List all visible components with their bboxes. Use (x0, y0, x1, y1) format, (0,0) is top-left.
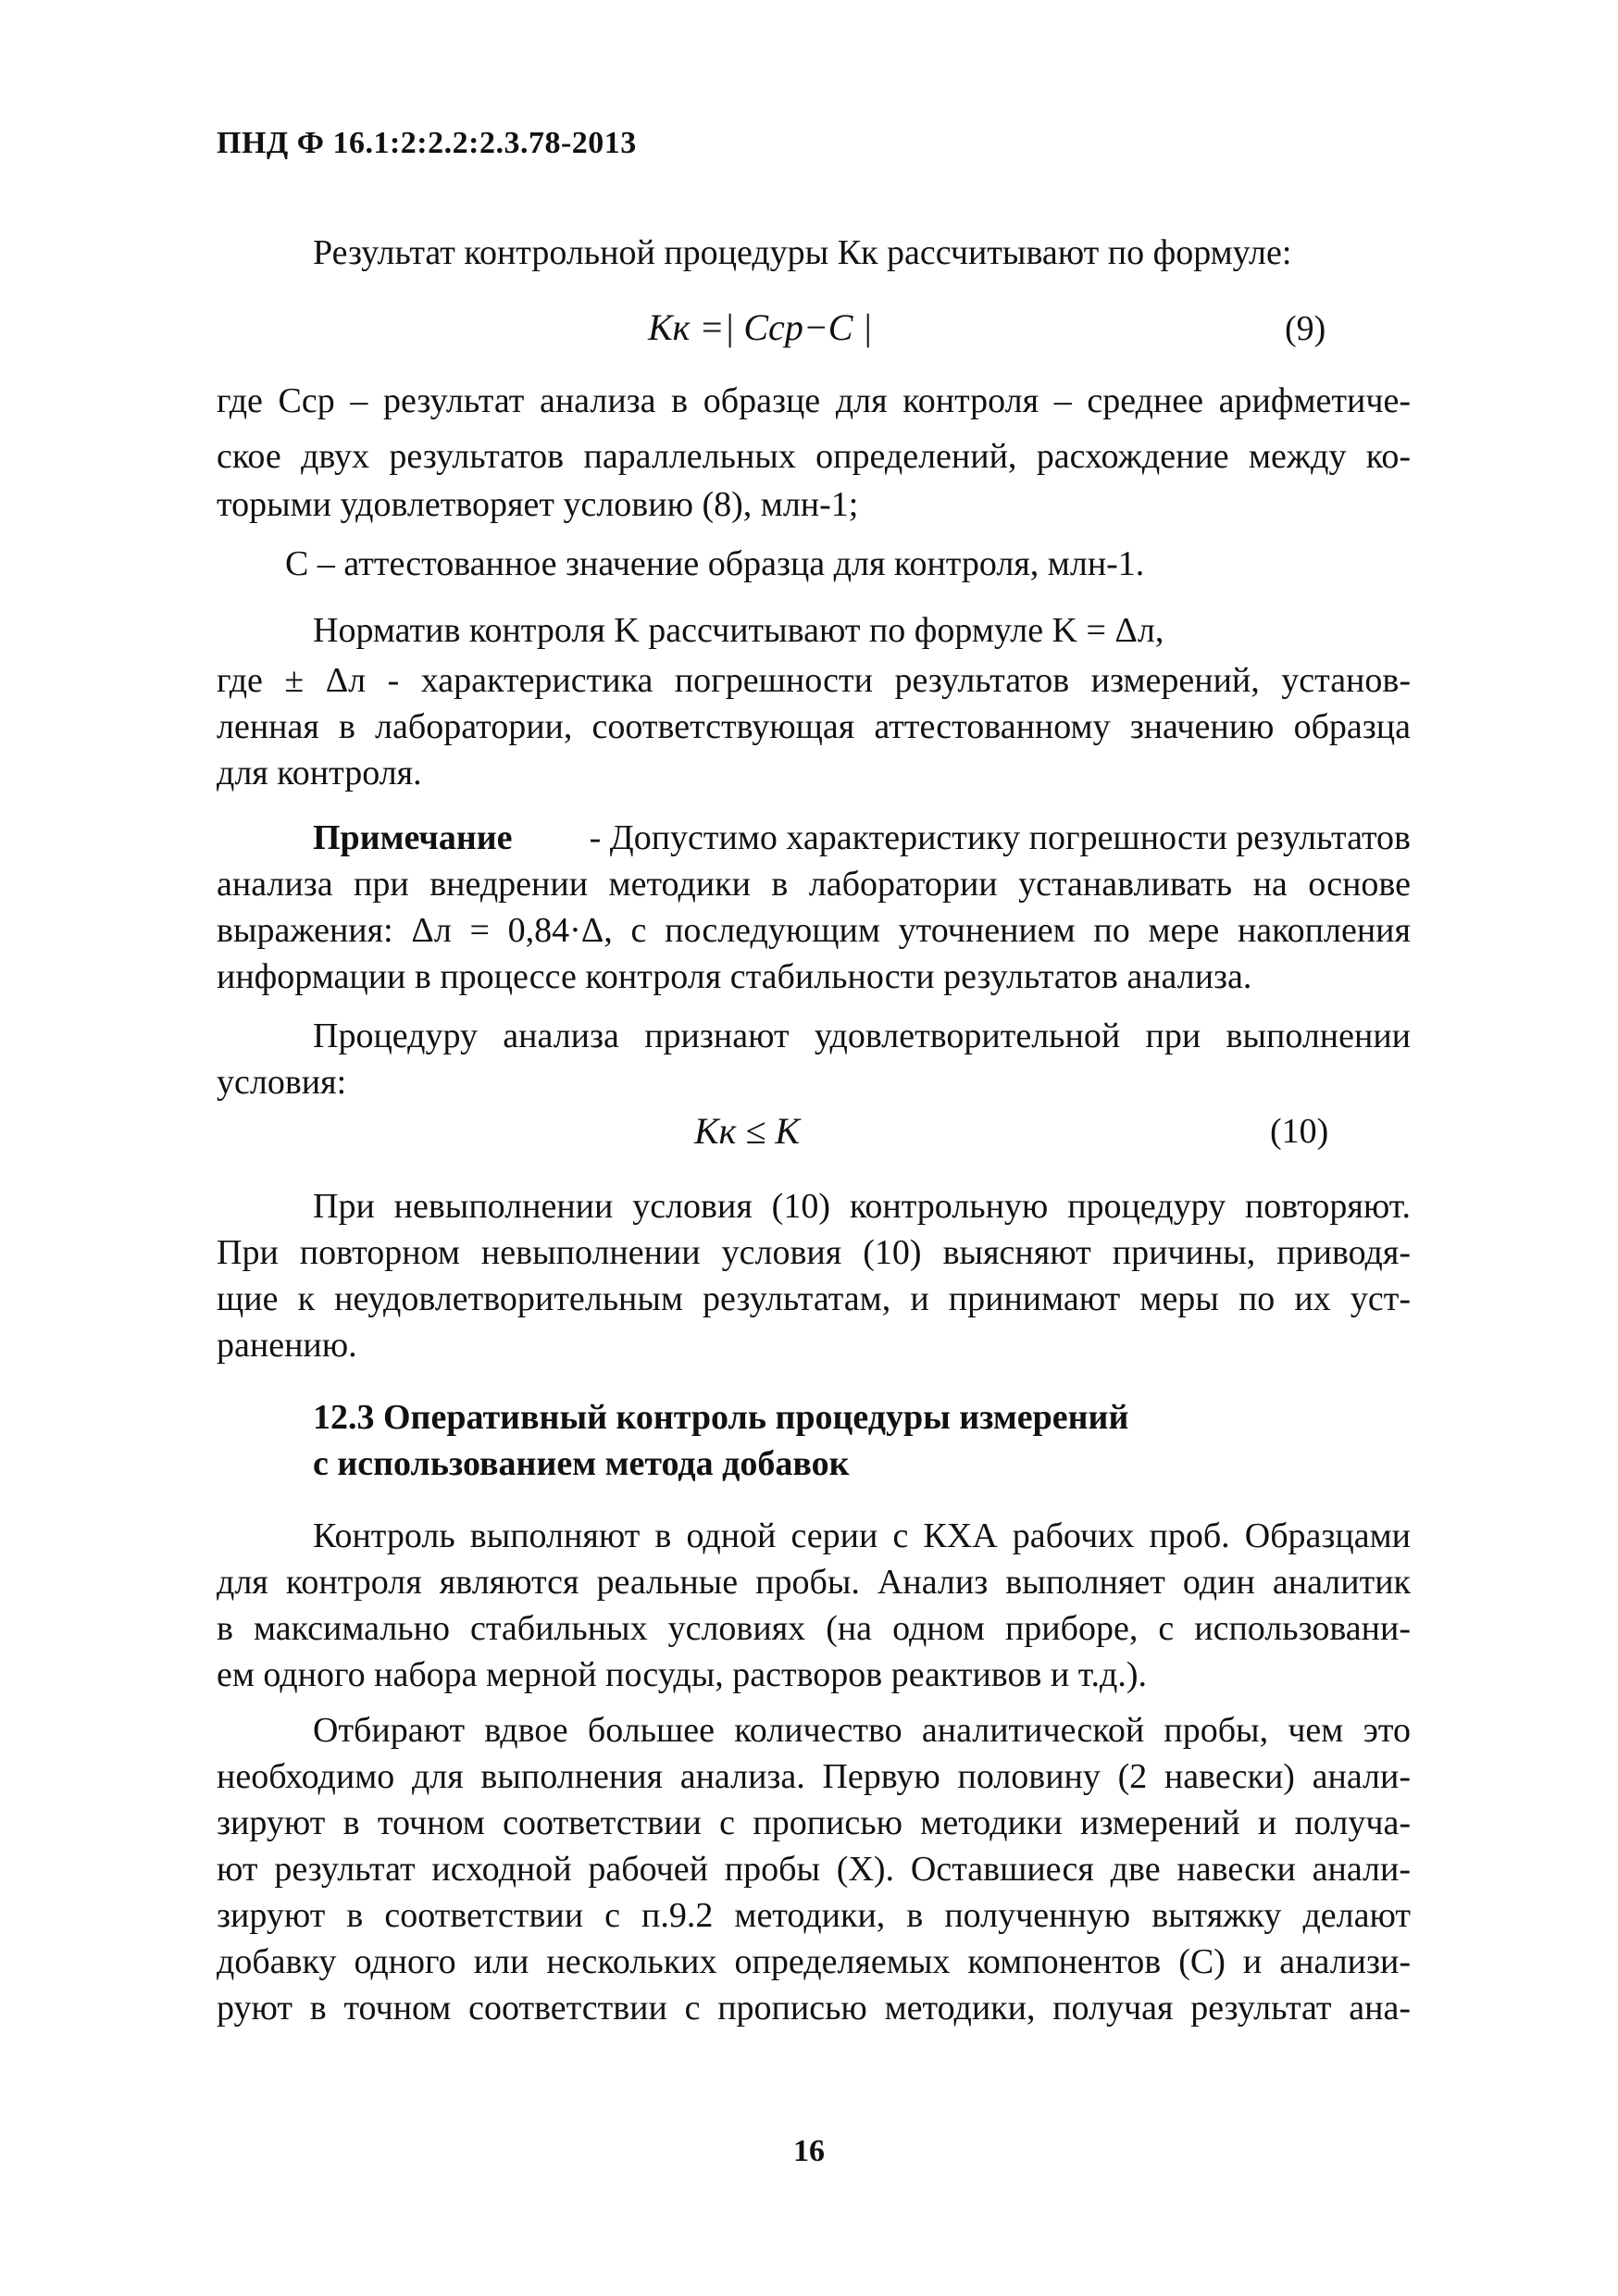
failure-line1: При невыполнении условия (10) контрольную процедуру повторяют. (313, 1187, 1411, 1226)
norm-line3: ленная в лаборатории, соответствующая аттестованному значению образца (217, 707, 1411, 746)
section-title-line2: с использованием метода добавок (313, 1444, 850, 1483)
formula9-intro: Результат контрольной процедуры Кк рассчитывают по формуле: (313, 233, 1292, 272)
note-label: Примечание (313, 818, 513, 857)
section-title-line1: 12.3 Оперативный контроль процедуры измерений (313, 1398, 1129, 1437)
para2-line4: ют результат исходной рабочей пробы (X). Оставшиеся две навески анали- (217, 1850, 1411, 1889)
norm-line4: для контроля. (217, 754, 422, 792)
para2-line1: Отбирают вдвое большее количество аналитической пробы, чем это (313, 1711, 1411, 1750)
failure-line3: щие к неудовлетворительным результатам, и принимают меры по их уст- (217, 1279, 1411, 1318)
para1-line4: ем одного набора мерной посуды, растворов реактивов и т.д.). (217, 1655, 1147, 1694)
para2-line3: зируют в точном соответствии с прописью методики измерений и получа- (217, 1803, 1411, 1842)
para2-line5: зируют в соответствии с п.9.2 методики, в полученную вытяжку делают (217, 1896, 1411, 1935)
failure-line2: При повторном невыполнении условия (10) выясняют причины, приводя- (217, 1233, 1411, 1272)
norm-line1: Норматив контроля K рассчитывают по формуле K = Δл, (313, 611, 1164, 650)
failure-line4: ранению. (217, 1326, 357, 1365)
def-c: C – аттестованное значение образца для контроля, млн-1. (285, 544, 1145, 583)
formula9-number: (9) (1285, 309, 1326, 348)
formula9-expression: Kк =| Cср−C | (648, 306, 873, 348)
note-line3: выражения: Δл = 0,84·Δ, с последующим уточнением по мере накопления (217, 911, 1411, 950)
document-code-header: ПНД Ф 16.1:2:2.2:2.3.78-2013 (217, 126, 637, 160)
def-ccp-line3: торыми удовлетворяет условию (8), млн-1; (217, 485, 859, 524)
para2-line6: добавку одного или нескольких определяемых компонентов (C) и анализи- (217, 1942, 1411, 1981)
para1-line1: Контроль выполняют в одной серии с КХА рабочих проб. Образцами (313, 1516, 1411, 1555)
accept-line2: условия: (217, 1063, 347, 1102)
para1-line2: для контроля являются реальные пробы. Анализ выполняет один аналитик (217, 1563, 1411, 1602)
accept-line1: Процедуру анализа признают удовлетворительной при выполнении (313, 1017, 1411, 1055)
note-line1 (313, 817, 1411, 859)
para1-line3: в максимально стабильных условиях (на одном приборе, с использовани- (217, 1609, 1411, 1648)
def-ccp-line2: ское двух результатов параллельных определений, расхождение между ко- (217, 437, 1411, 476)
formula10-expression: Kк ≤ K (694, 1110, 801, 1152)
norm-line2: где ± Δл - характеристика погрешности результатов измерений, установ- (217, 661, 1411, 700)
formula10-number: (10) (1270, 1112, 1329, 1151)
note-line1-rest: - Допустимо характеристику погрешности результатов (589, 818, 1411, 857)
page-number: 16 (793, 2134, 825, 2168)
def-ccp-line1: где Cср – результат анализа в образце для контроля – среднее арифметиче- (217, 381, 1411, 420)
para2-line2: необходимо для выполнения анализа. Первую половину (2 навески) анали- (217, 1757, 1411, 1796)
note-line4: информации в процессе контроля стабильности результатов анализа. (217, 957, 1252, 996)
note-line2: анализа при внедрении методики в лаборатории устанавливать на основе (217, 865, 1411, 904)
para2-line7: руют в точном соответствии с прописью методики, получая результат ана- (217, 1989, 1411, 2028)
